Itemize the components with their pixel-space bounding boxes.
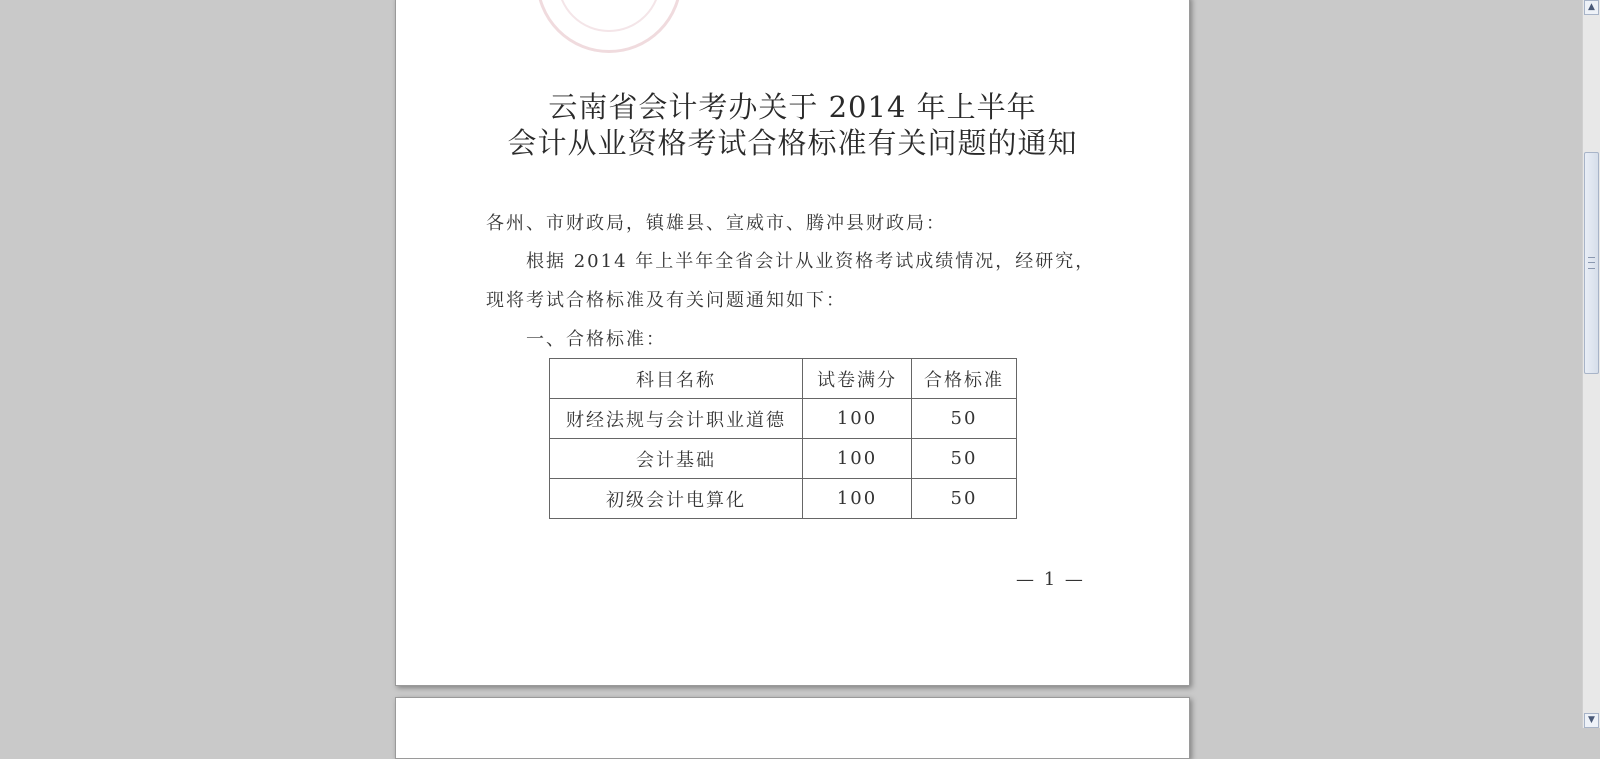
document-title-line-1: 云南省会计考办关于 2014 年上半年 [548,90,1037,124]
grip-icon [1588,257,1595,269]
passing-standard-table [549,358,1017,519]
table-row [550,479,1017,519]
cell-full-score: 100 [803,399,912,439]
cell-subject: 初级会计电算化 [550,479,803,519]
cell-full-score: 100 [803,479,912,519]
page-number: — 1 — [1016,569,1085,590]
cell-pass-standard: 50 [912,399,1017,439]
page-1 [395,0,1190,686]
page-2[interactable] [395,697,1190,759]
cell-full-score: 100 [803,439,912,479]
cell-pass-standard: 50 [912,479,1017,519]
cell-subject: 财经法规与会计职业道德 [550,399,803,439]
table-header-row [550,359,1017,399]
cell-subject: 会计基础 [550,439,803,479]
header-full-score: 试卷满分 [803,359,912,399]
header-pass-standard: 合格标准 [912,359,1017,399]
vertical-scrollbar[interactable] [1582,0,1600,728]
body-paragraph-line-2: 现将考试合格标准及有关问题通知如下： [486,290,846,311]
table-row [550,399,1017,439]
document-title-line-2: 会计从业资格考试合格标准有关问题的通知 [507,126,1078,160]
table-row [550,439,1017,479]
scrollbar-thumb[interactable] [1584,152,1599,374]
addressee-line: 各州、市财政局，镇雄县、宣威市、腾冲县财政局： [486,213,946,234]
official-seal-stamp [536,0,682,53]
scroll-up-button[interactable] [1584,0,1599,15]
chevron-down-icon: ▼ [1588,715,1595,725]
header-subject-name: 科目名称 [550,359,803,399]
body-paragraph-line-1: 根据 2014 年上半年全省会计从业资格考试成绩情况，经研究， [526,251,1096,272]
scroll-down-button[interactable] [1584,713,1599,728]
chevron-up-icon: ▲ [1588,2,1595,12]
section-heading-passing-standard: 一、合格标准： [526,329,666,350]
cell-pass-standard: 50 [912,439,1017,479]
